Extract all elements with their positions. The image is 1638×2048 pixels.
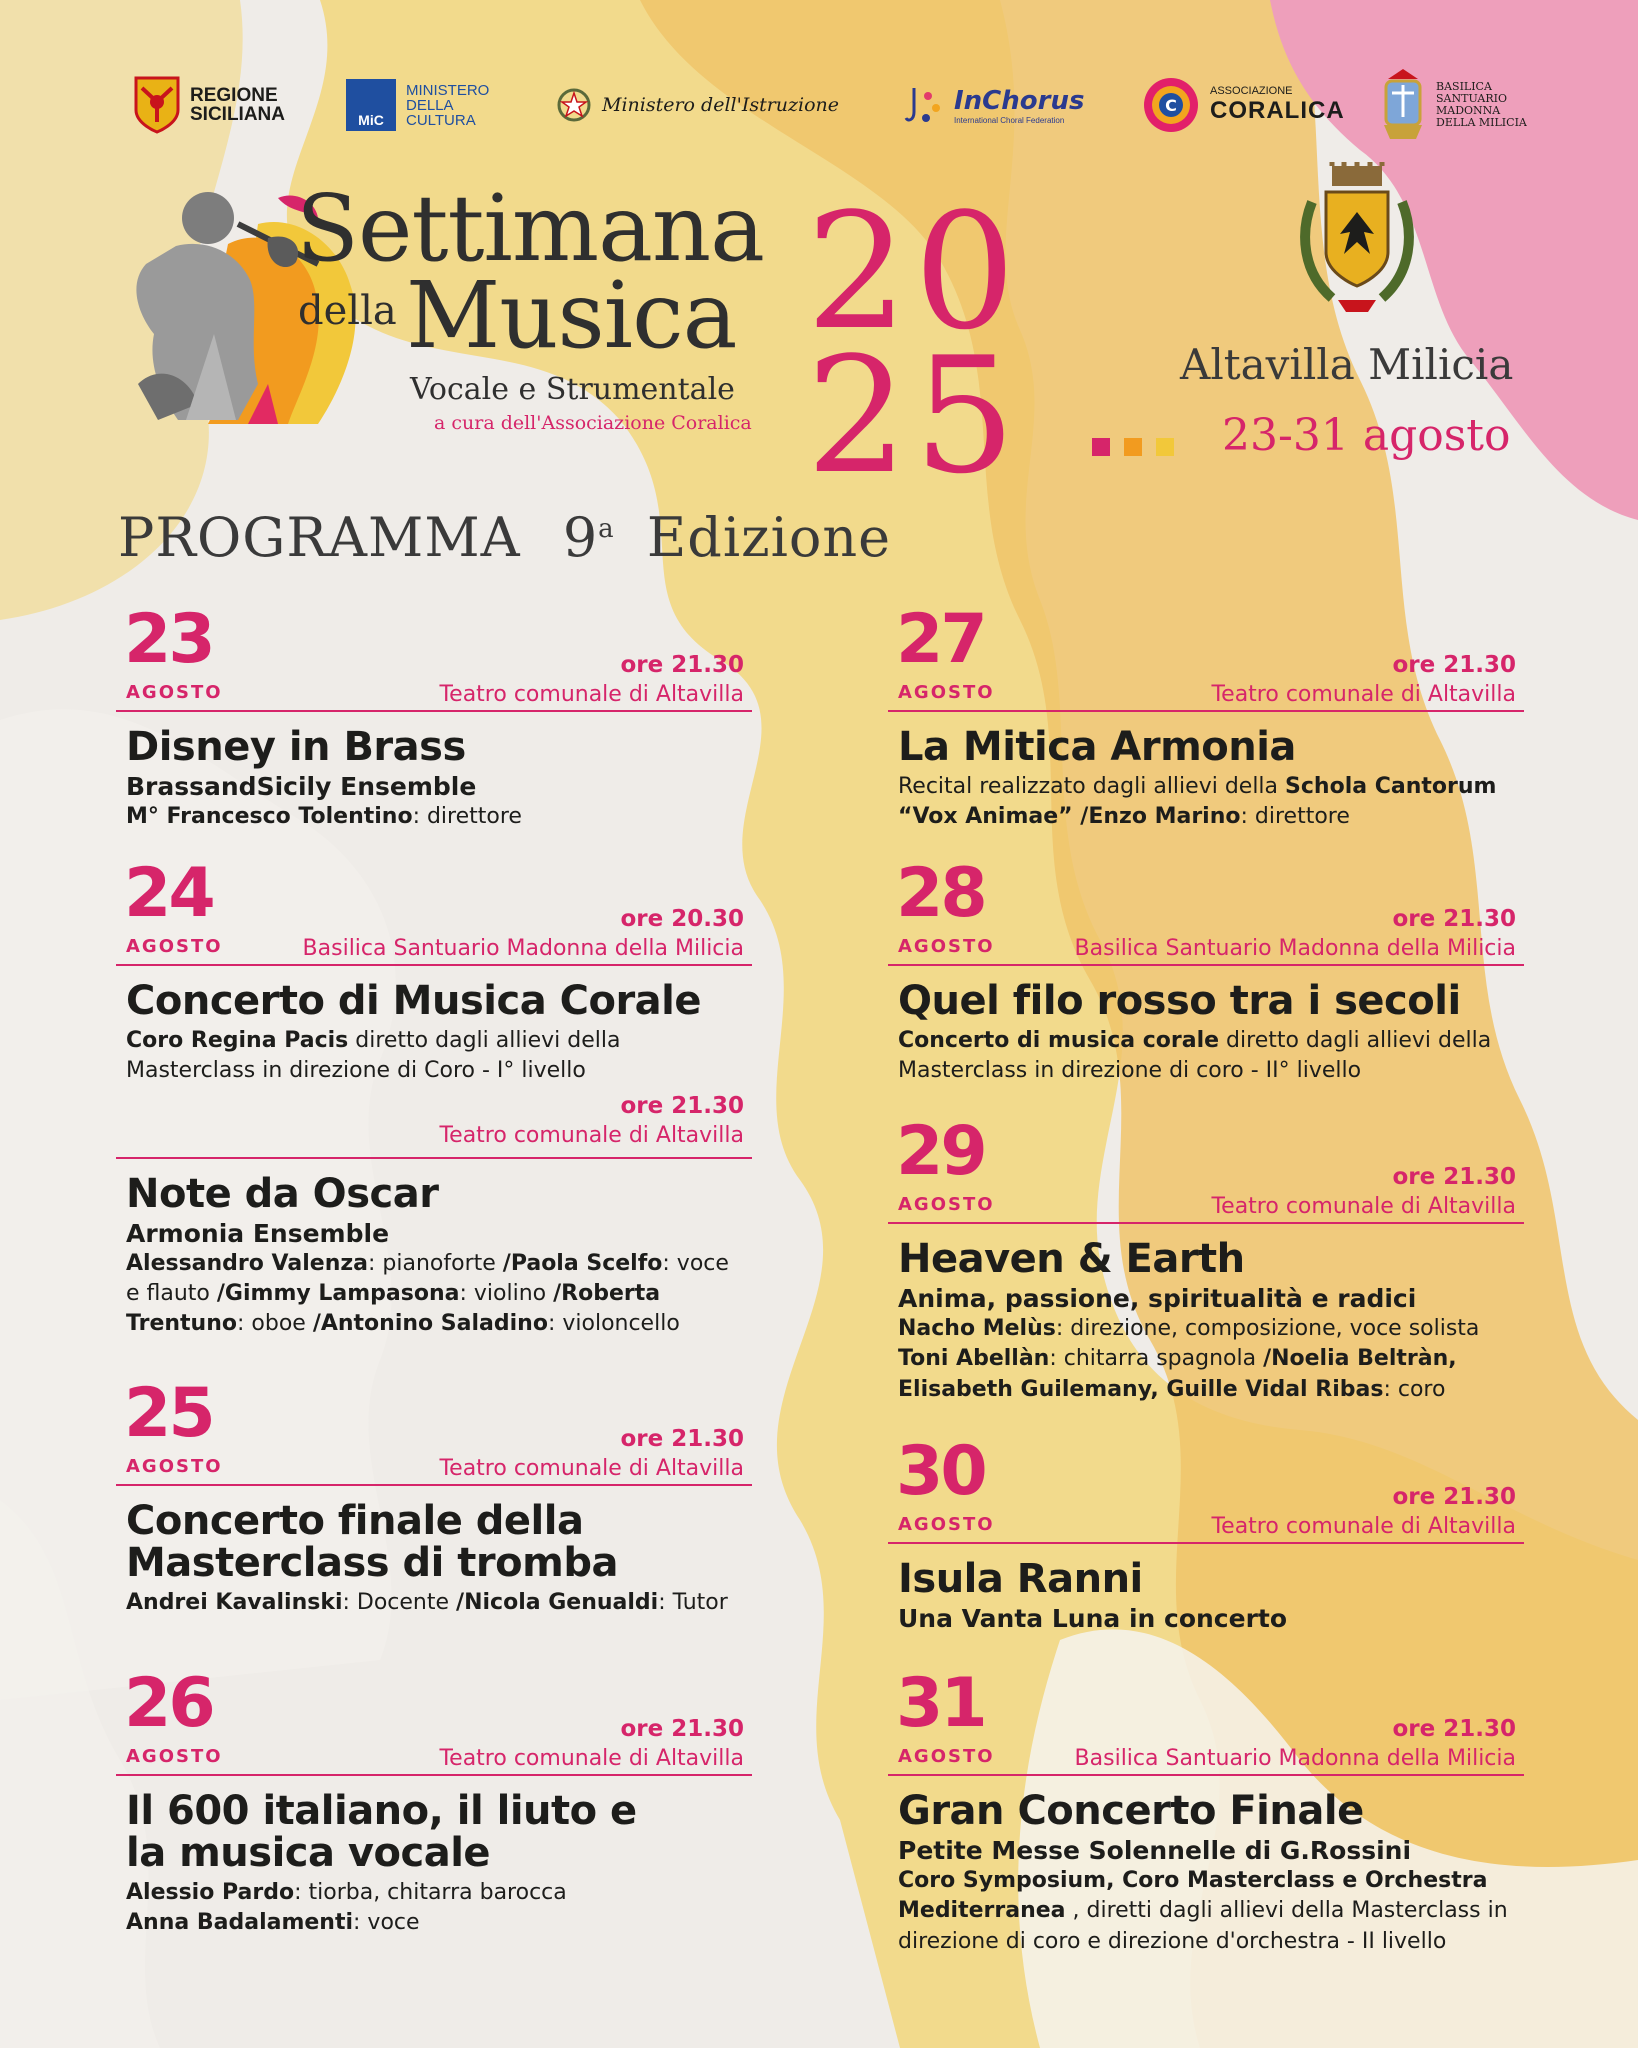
event-time: ore 21.30 bbox=[620, 1716, 744, 1742]
trinacria-icon bbox=[134, 76, 180, 134]
coralica-small: ASSOCIAZIONE bbox=[1210, 85, 1293, 97]
event-day: 26 bbox=[124, 1664, 213, 1743]
credit-name: /Antonino Saladino bbox=[312, 1311, 548, 1337]
edition-number: 9 bbox=[562, 506, 599, 569]
dot-pink bbox=[1092, 438, 1110, 456]
event-credit bbox=[898, 1866, 1524, 1896]
credit-role: : violino bbox=[459, 1281, 554, 1307]
event-title: Gran Concerto Finale bbox=[898, 1788, 1364, 1834]
event-venue: Teatro comunale di Altavilla bbox=[439, 682, 744, 707]
event-time: ore 20.30 bbox=[620, 906, 744, 932]
event-time: ore 21.30 bbox=[1392, 652, 1516, 678]
event-title: Isula Ranni bbox=[898, 1556, 1143, 1602]
event-header bbox=[116, 600, 752, 712]
event-time: ore 21.30 bbox=[1392, 1716, 1516, 1742]
curated-by: a cura dell'Associazione Coralica bbox=[434, 412, 752, 434]
event-title: Concerto di Musica Corale bbox=[126, 978, 701, 1024]
credit-name: /Noelia Beltràn, bbox=[1263, 1346, 1457, 1372]
coralica-logo bbox=[1142, 60, 1345, 150]
event-credit bbox=[898, 1375, 1524, 1405]
event-day: 30 bbox=[896, 1432, 985, 1511]
event-venue: Teatro comunale di Altavilla bbox=[1211, 1194, 1516, 1219]
dot-yellow bbox=[1156, 438, 1174, 456]
event-header bbox=[116, 1664, 752, 1776]
credit-name: /Gimmy Lampasona bbox=[216, 1281, 460, 1307]
event-month: AGOSTO bbox=[126, 1746, 223, 1767]
credit-name: Coro Symposium, Coro Masterclass e Orchestra bbox=[898, 1868, 1488, 1893]
credit-role: : Tutor bbox=[658, 1590, 728, 1615]
credit-name: /Nicola Genualdi bbox=[456, 1590, 659, 1615]
event-venue: Teatro comunale di Altavilla bbox=[1211, 1514, 1516, 1539]
event-credit: direzione di coro e direzione d'orchestra - II livello bbox=[898, 1928, 1447, 1954]
event-subtitle: Anima, passione, spiritualità e radici bbox=[898, 1284, 1417, 1313]
event-subtitle: Petite Messe Solennelle di G.Rossini bbox=[898, 1836, 1412, 1865]
event-title: Note da Oscar bbox=[126, 1170, 439, 1217]
ministero-istruzione-logo bbox=[556, 60, 839, 150]
event-23 bbox=[116, 600, 752, 832]
credit-name: Elisabeth Guilemany, Guille Vidal Ribas bbox=[898, 1376, 1384, 1402]
title-della: della bbox=[298, 288, 397, 334]
credit-role: , diretti dagli allievi della Masterclass in bbox=[1065, 1898, 1508, 1924]
event-venue: Basilica Santuario Madonna della Milicia bbox=[1074, 936, 1516, 961]
credit-role: : direzione, composizione, voce solista bbox=[1055, 1316, 1480, 1341]
coralica-label: CORALICA bbox=[1210, 97, 1345, 124]
event-24 bbox=[116, 854, 752, 1340]
event-time: ore 21.30 bbox=[620, 1426, 744, 1452]
event-27 bbox=[888, 600, 1524, 833]
credit-role: : violoncello bbox=[547, 1311, 680, 1337]
event-venue: Teatro comunale di Altavilla bbox=[439, 1122, 744, 1148]
event-credit bbox=[898, 1314, 1524, 1344]
mic-badge: MiC bbox=[346, 79, 396, 131]
credit-role: : Docente bbox=[342, 1590, 457, 1615]
event-header bbox=[116, 854, 752, 966]
credit-role: : voce bbox=[662, 1250, 729, 1276]
event-day: 31 bbox=[896, 1664, 985, 1743]
credit-name: Coro Regina Pacis bbox=[126, 1028, 349, 1053]
event-header bbox=[888, 854, 1524, 966]
credit-name: Andrei Kavalinski bbox=[126, 1590, 343, 1615]
edition-sup: a bbox=[598, 514, 615, 544]
inchorus-sub: International Choral Federation bbox=[954, 115, 1065, 125]
inchorus-icon bbox=[904, 82, 944, 128]
event-day: 29 bbox=[896, 1112, 985, 1191]
event-title: Il 600 italiano, il liuto e bbox=[126, 1788, 637, 1834]
programma-heading bbox=[118, 506, 891, 569]
credit-name: Concerto di musica corale bbox=[898, 1028, 1220, 1053]
event-title: Disney in Brass bbox=[126, 724, 466, 770]
event-credit bbox=[898, 1344, 1524, 1374]
subtitle: Vocale e Strumentale bbox=[410, 372, 735, 407]
event-header bbox=[116, 1374, 752, 1486]
event-25 bbox=[116, 1374, 752, 1618]
credit-name: Alessandro Valenza bbox=[126, 1250, 368, 1276]
event-30 bbox=[888, 1432, 1524, 1634]
event-venue: Teatro comunale di Altavilla bbox=[439, 1456, 744, 1481]
festival-dates: 23-31 agosto bbox=[1222, 410, 1511, 461]
year-top: 20 bbox=[806, 178, 1022, 365]
event-header bbox=[888, 1664, 1524, 1776]
event-header bbox=[888, 1432, 1524, 1544]
credit-name: /Paola Scelfo bbox=[502, 1250, 663, 1276]
event-title-line2: la musica vocale bbox=[126, 1830, 491, 1876]
emblem-icon bbox=[556, 85, 592, 125]
event-title: La Mitica Armonia bbox=[898, 724, 1296, 770]
decorative-dots bbox=[1092, 438, 1174, 456]
event-31 bbox=[888, 1664, 1524, 1957]
regione-siciliana-logo bbox=[134, 60, 285, 150]
event-day: 25 bbox=[124, 1374, 213, 1453]
event-28 bbox=[888, 854, 1524, 1087]
event-credit bbox=[898, 1026, 1524, 1056]
ministero-cultura-label: MINISTERO DELLA CULTURA bbox=[406, 81, 490, 129]
event-title: Concerto finale della bbox=[126, 1498, 584, 1544]
event-credit: Masterclass in direzione di Coro - I° livello bbox=[126, 1058, 586, 1084]
credit-role: : direttore bbox=[412, 804, 522, 829]
credit-role: Recital realizzato dagli allievi della bbox=[898, 774, 1286, 799]
event-credit bbox=[126, 1878, 752, 1908]
credit-name: Toni Abellàn bbox=[898, 1346, 1050, 1372]
credit-role: : oboe bbox=[236, 1311, 313, 1337]
credit-name: /Roberta bbox=[553, 1281, 661, 1307]
basilica-crest-icon bbox=[1380, 67, 1426, 143]
event-credit bbox=[126, 802, 752, 832]
dot-orange bbox=[1124, 438, 1142, 456]
credit-role: e flauto bbox=[126, 1281, 217, 1307]
event-month: AGOSTO bbox=[126, 1456, 223, 1477]
event-credit bbox=[126, 1309, 752, 1339]
credit-role: : tiorba, chitarra barocca bbox=[294, 1880, 567, 1905]
title-musica: Musica bbox=[406, 262, 737, 369]
event-subtitle: Una Vanta Luna in concerto bbox=[898, 1604, 1288, 1633]
event-month: AGOSTO bbox=[898, 1194, 995, 1215]
event-day: 28 bbox=[896, 854, 985, 933]
credit-name: Nacho Melùs bbox=[898, 1316, 1056, 1341]
event-venue: Teatro comunale di Altavilla bbox=[1211, 682, 1516, 707]
event-day: 23 bbox=[124, 600, 213, 679]
credit-role: diretto dagli allievi della bbox=[1219, 1028, 1492, 1053]
event-credit bbox=[898, 772, 1524, 802]
event-header bbox=[888, 1112, 1524, 1224]
programma-label: PROGRAMMA bbox=[118, 506, 521, 569]
event-credit bbox=[126, 1026, 752, 1056]
event-time: ore 21.30 bbox=[620, 652, 744, 678]
event-26 bbox=[116, 1664, 752, 1939]
event-credit bbox=[126, 1588, 752, 1618]
basilica-logo bbox=[1380, 60, 1527, 150]
event-credit bbox=[126, 1249, 752, 1279]
credit-role: diretto dagli allievi della bbox=[348, 1028, 621, 1053]
event-subtitle: BrassandSicily Ensemble bbox=[126, 772, 477, 801]
inchorus-logo bbox=[904, 60, 1084, 150]
event-month: AGOSTO bbox=[126, 936, 223, 957]
event-time: ore 21.30 bbox=[1392, 1484, 1516, 1510]
event-month: AGOSTO bbox=[126, 682, 223, 703]
event-second-header bbox=[116, 1089, 752, 1159]
event-venue: Teatro comunale di Altavilla bbox=[439, 1746, 744, 1771]
event-title: Quel filo rosso tra i secoli bbox=[898, 978, 1461, 1024]
event-29 bbox=[888, 1112, 1524, 1405]
event-month: AGOSTO bbox=[898, 1514, 995, 1535]
event-time: ore 21.30 bbox=[1392, 906, 1516, 932]
sponsor-logos bbox=[0, 60, 1638, 150]
basilica-label: BASILICA SANTUARIO MADONNA DELLA MILICIA bbox=[1436, 79, 1527, 130]
credit-role: : pianoforte bbox=[368, 1250, 503, 1276]
credit-role: : coro bbox=[1383, 1376, 1446, 1402]
istruzione-label: Ministero dell'Istruzione bbox=[602, 94, 840, 116]
town-name: Altavilla Milicia bbox=[1180, 340, 1514, 389]
event-subtitle: Armonia Ensemble bbox=[126, 1218, 390, 1248]
town-crest-icon bbox=[1292, 162, 1422, 322]
credit-name: Schola Cantorum bbox=[1285, 774, 1497, 799]
event-title-line2: Masterclass di tromba bbox=[126, 1540, 618, 1586]
event-time: ore 21.30 bbox=[1392, 1164, 1516, 1190]
title-settimana: Settimana bbox=[296, 175, 765, 282]
event-credit: Masterclass in direzione di coro - II° livello bbox=[898, 1058, 1362, 1084]
event-credit bbox=[898, 802, 1524, 832]
credit-name: Trentuno bbox=[126, 1311, 237, 1337]
event-time: ore 21.30 bbox=[620, 1092, 744, 1119]
event-month: AGOSTO bbox=[898, 936, 995, 957]
credit-role: : chitarra spagnola bbox=[1049, 1346, 1264, 1372]
event-month: AGOSTO bbox=[898, 682, 995, 703]
credit-name: M° Francesco Tolentino bbox=[126, 804, 413, 829]
event-header bbox=[888, 600, 1524, 712]
event-title: Heaven & Earth bbox=[898, 1236, 1245, 1282]
ministero-cultura-logo bbox=[346, 60, 489, 150]
event-day: 27 bbox=[896, 600, 985, 679]
credit-name: “Vox Animae” /Enzo Marino bbox=[898, 804, 1241, 830]
event-credit bbox=[898, 1896, 1524, 1926]
year-bottom: 25 bbox=[806, 322, 1022, 509]
coralica-icon bbox=[1142, 76, 1200, 134]
regione-label: REGIONE SICILIANA bbox=[190, 85, 285, 125]
event-venue: Basilica Santuario Madonna della Milicia bbox=[1074, 1746, 1516, 1771]
event-credit bbox=[126, 1908, 752, 1938]
inchorus-label: InChorus bbox=[954, 85, 1085, 116]
credit-name: Alessio Pardo bbox=[126, 1880, 295, 1905]
credit-role: : direttore bbox=[1240, 804, 1350, 830]
svg-text:C: C bbox=[1165, 96, 1177, 115]
credit-name: Anna Badalamenti bbox=[126, 1910, 354, 1936]
credit-name: Mediterranea bbox=[898, 1898, 1066, 1924]
edition-label: Edizione bbox=[646, 506, 892, 569]
event-month: AGOSTO bbox=[898, 1746, 995, 1767]
credit-role: : voce bbox=[353, 1910, 420, 1936]
event-venue: Basilica Santuario Madonna della Milicia bbox=[302, 936, 744, 961]
event-credit bbox=[126, 1279, 752, 1309]
event-day: 24 bbox=[124, 854, 213, 933]
